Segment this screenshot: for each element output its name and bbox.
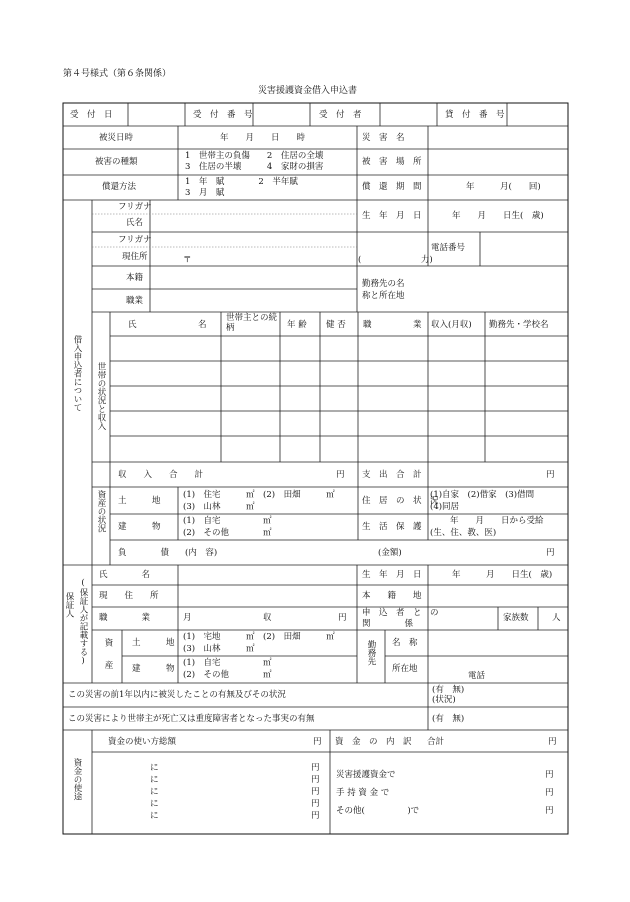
col-income: 収入(月収): [431, 320, 472, 330]
col-name-2: 名: [198, 320, 207, 330]
source-other: その他( )で: [336, 806, 420, 816]
land-option-2: (3) 山林 ㎡: [183, 502, 255, 512]
g-building-option-1: (1) 自宅 ㎡: [183, 658, 272, 668]
loan-no-label: 貸 付 番 号: [445, 110, 505, 120]
funds-section-label: 資金の使途: [72, 758, 82, 801]
damage-type-label: 被害の種類: [95, 157, 138, 167]
form-title: 災害援護資金借入申込書: [258, 86, 358, 96]
workplace-label-1: 勤務先の名: [362, 279, 405, 289]
g-income-yen: 円: [338, 613, 347, 623]
g-address-label: 現 住 所: [99, 591, 159, 601]
g-land-option-1: (1) 宅地 ㎡ (2) 田畑 ㎡: [183, 632, 335, 642]
welfare-label: 生 活 保 護: [362, 522, 422, 532]
use-yen-5: 円: [311, 811, 320, 821]
source-disaster-fund: 災害援護資金で: [336, 770, 396, 780]
expense-total-yen: 円: [546, 470, 555, 480]
source-yen-3: 円: [545, 806, 554, 816]
breakdown-total-label: 合計: [427, 737, 445, 747]
housing-option-1: (1)自家 (2)借家 (3)借間: [430, 490, 535, 500]
household-section-label: 世帯の状況と収入: [96, 362, 106, 430]
g-birth-label: 生 年 月 日: [362, 570, 422, 580]
g-work-label: 勤務先: [366, 640, 376, 666]
land-label: 土 地: [118, 496, 161, 506]
debt-label: 負 債: [118, 548, 170, 558]
g-name-label: 氏 名: [99, 570, 151, 580]
g-relation-label-1: 申 込 者 と の: [362, 608, 439, 618]
disaster-date-label: 被災日時: [99, 133, 134, 143]
use-row-5: に: [150, 811, 159, 821]
assets-section-label: 資産の状況: [96, 490, 106, 533]
breakdown-label: 資 金 の 内 訳: [335, 737, 412, 747]
welfare-value-1: 年 月 日から受給: [450, 516, 544, 526]
use-row-3: に: [150, 787, 159, 797]
note-1-answer: (有 無): [432, 685, 465, 695]
col-job-2: 業: [413, 320, 422, 330]
building-label: 建 物: [118, 522, 161, 532]
land-option-1: (1) 住宅 ㎡ (2) 田畑 ㎡: [183, 490, 335, 500]
repay-period-value: 年 月( 回): [466, 182, 541, 192]
damage-option-2: 3 住居の半壊 4 家財の損害: [185, 162, 324, 172]
birth-value: 年 月 日生( 歳): [452, 211, 544, 221]
use-row-1: に: [150, 763, 159, 773]
address-label: 現住所: [122, 252, 148, 262]
damage-place-label: 被 害 場 所: [362, 157, 422, 167]
source-yen-2: 円: [545, 788, 554, 798]
use-yen-4: 円: [311, 799, 320, 809]
use-yen-1: 円: [311, 763, 320, 773]
housing-status-label: 住 居 の 状 況: [362, 496, 439, 506]
birth-label: 生 年 月 日: [362, 211, 422, 221]
note-1-status: (状況): [432, 695, 456, 705]
disaster-name-label: 災 害 名: [362, 133, 405, 143]
housing-option-2: (4)同居: [430, 502, 460, 512]
col-age: 年 齢: [287, 320, 307, 330]
g-building-label: 建 物: [132, 664, 175, 674]
name-label: 氏名: [126, 218, 144, 228]
workplace-label-2: 称と所在地: [362, 291, 405, 301]
col-name-1: 氏: [128, 320, 137, 330]
receipt-no-label: 受 付 番 号: [193, 110, 253, 120]
source-own-fund: 手 持 資 金 で: [336, 788, 390, 798]
debt-content-label: (内 容): [185, 548, 218, 558]
repay-period-label: 償 還 期 間: [362, 182, 422, 192]
g-birth-value: 年 月 日生( 歳): [452, 570, 553, 580]
receiver-label: 受 付 者: [319, 110, 362, 120]
g-relation-label-2: 関 係: [362, 619, 414, 629]
g-building-option-2: (2) その他 ㎡: [183, 670, 272, 680]
use-yen-2: 円: [311, 775, 320, 785]
col-relation: 世帯主との続柄: [226, 313, 278, 333]
address-paren: ( 力): [358, 255, 433, 265]
g-family-unit: 人: [552, 613, 561, 623]
g-phone-label: 電話: [468, 671, 486, 681]
g-income: 収: [263, 613, 272, 623]
col-workplace: 勤務先・学校名: [489, 320, 549, 330]
g-land-option-2: (3) 山林 ㎡: [183, 644, 255, 654]
building-option-2: (2) その他 ㎡: [183, 528, 272, 538]
use-yen-3: 円: [311, 787, 320, 797]
welfare-value-2: (生、住、教、医): [430, 528, 497, 538]
g-honseki-label: 本 籍 地: [362, 591, 422, 601]
income-total-label: 収 入 合 計: [118, 470, 204, 480]
damage-option-1: 1 世帯主の負傷 2 住居の全壊: [185, 151, 324, 161]
g-asset-label: 資産: [103, 638, 113, 683]
phone-label: 電話番号: [431, 243, 466, 253]
debt-yen: 円: [546, 548, 555, 558]
g-month: 月: [183, 613, 192, 623]
income-total-yen: 円: [336, 470, 345, 480]
note-2-answer: (有 無): [432, 714, 465, 724]
debt-amount-label: (金額): [378, 548, 402, 558]
col-job-1: 職: [363, 320, 372, 330]
repay-option-1: 1 年 賦 2 半年賦: [185, 177, 298, 187]
note-1-text: この災害の前1年以内に被災したことの有無及びその状況: [68, 690, 286, 700]
disaster-date-value: 年 月 日 時: [220, 133, 306, 143]
repay-method-label: 償還方法: [102, 182, 137, 192]
building-option-1: (1) 自宅 ㎡: [183, 516, 272, 526]
funds-total-label: 資金の使い方総額: [108, 737, 177, 747]
source-yen-1: 円: [545, 770, 554, 780]
breakdown-total-yen: 円: [548, 737, 557, 747]
funds-total-yen: 円: [313, 737, 322, 747]
furigana-label-2: フリガナ: [118, 235, 152, 245]
g-work-name-label: 名 称: [392, 638, 418, 648]
guarantor-section-note: (保証人が記載する): [78, 578, 88, 666]
g-land-label: 土 地: [132, 638, 175, 648]
g-family-label: 家族数: [503, 613, 529, 623]
repay-option-2: 3 月 賦: [185, 188, 225, 198]
occupation-label: 職業: [126, 296, 144, 306]
note-2-text: この災害により世帯主が死亡又は重度障害者となった事実の有無: [68, 714, 315, 724]
expense-total-label: 支 出 合 計: [362, 470, 422, 480]
guarantor-section-label: 保証人: [64, 592, 74, 618]
applicant-section-label: 借入申込者について: [72, 335, 82, 412]
postal-mark: 〒: [183, 255, 192, 265]
col-health: 健 否: [326, 320, 346, 330]
honseki-label: 本籍: [126, 273, 144, 283]
use-row-4: に: [150, 799, 159, 809]
form-number: 第４号様式（第６条関係）: [63, 69, 172, 79]
g-work-address-label: 所在地: [392, 664, 418, 674]
furigana-label-1: フリガナ: [118, 202, 152, 212]
receipt-day-label: 受 付 日: [70, 110, 113, 120]
use-row-2: に: [150, 775, 159, 785]
g-occupation-label: 職 業: [99, 613, 151, 623]
